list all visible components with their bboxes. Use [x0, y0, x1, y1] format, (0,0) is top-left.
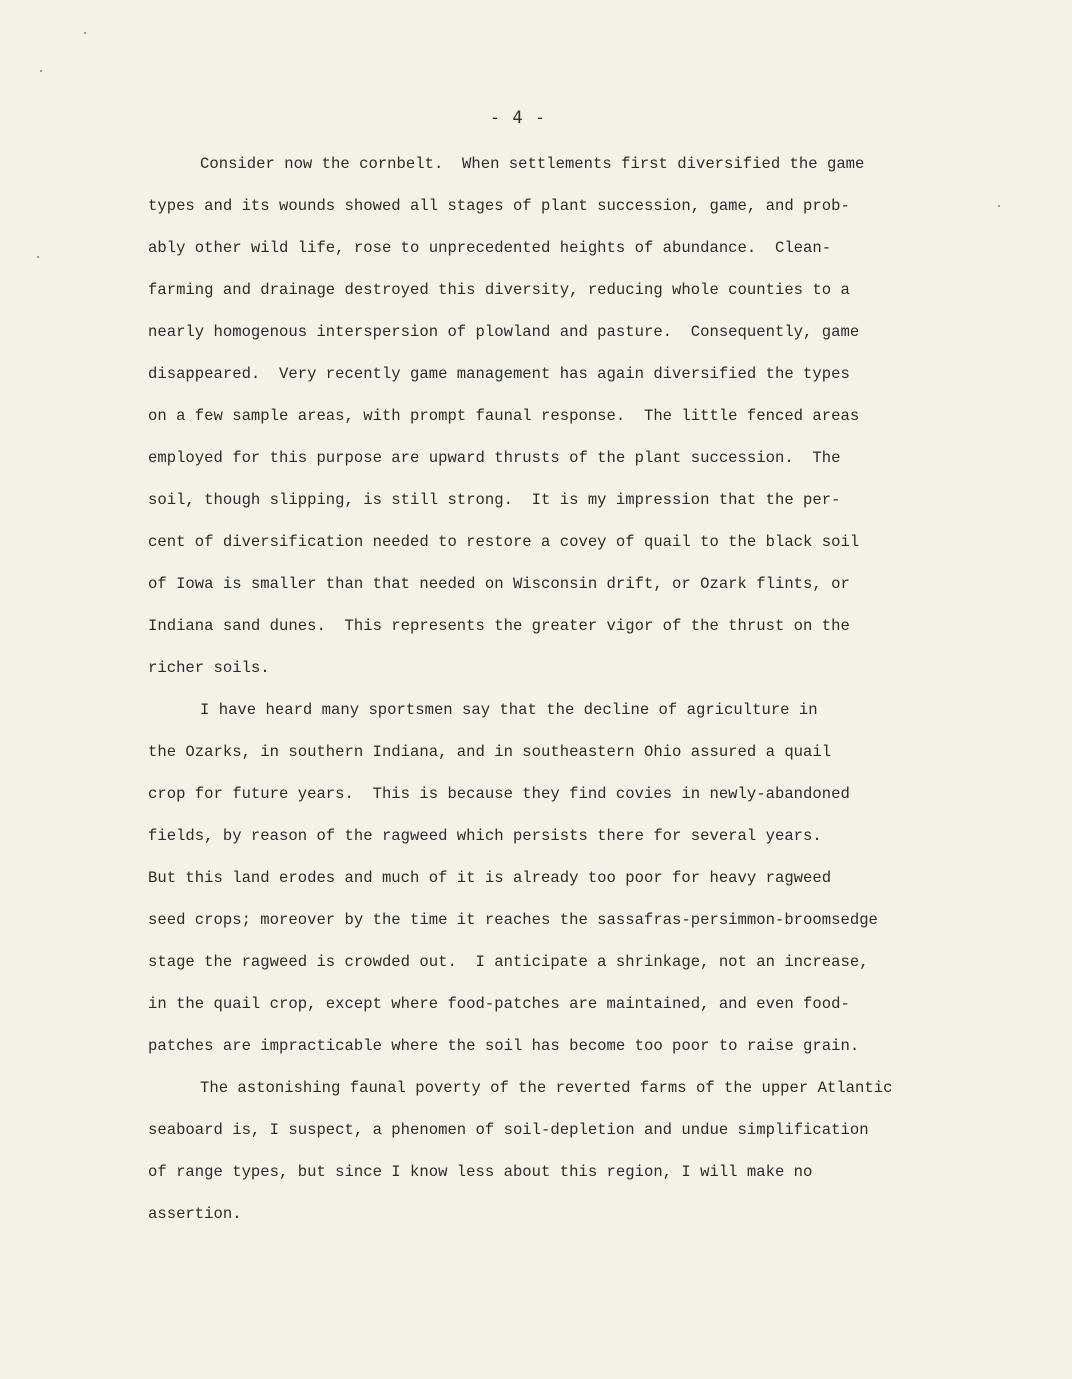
- text-line: nearly homogenous interspersion of plowland and pasture. Consequently, game: [148, 323, 860, 341]
- paper-speck: [84, 32, 86, 34]
- text-line: cent of diversification needed to restore a covey of quail to the black soil: [148, 533, 860, 551]
- text-line: The astonishing faunal poverty of the reverted farms of the upper Atlantic: [200, 1079, 893, 1097]
- text-line: on a few sample areas, with prompt faunal response. The little fenced areas: [148, 407, 860, 425]
- text-line: Consider now the cornbelt. When settlements first diversified the game: [200, 155, 865, 173]
- text-line: employed for this purpose are upward thrusts of the plant succession. The: [148, 449, 841, 467]
- text-line: the Ozarks, in southern Indiana, and in southeastern Ohio assured a quail: [148, 743, 832, 761]
- text-line: farming and drainage destroyed this diversity, reducing whole counties to a: [148, 281, 850, 299]
- text-line: disappeared. Very recently game management has again diversified the types: [148, 365, 850, 383]
- text-line: types and its wounds showed all stages of plant succession, game, and prob-: [148, 197, 850, 215]
- text-line: ably other wild life, rose to unprecedented heights of abundance. Clean-: [148, 239, 832, 257]
- text-line: soil, though slipping, is still strong. It is my impression that the per-: [148, 491, 841, 509]
- text-line: richer soils.: [148, 659, 270, 677]
- text-line: seed crops; moreover by the time it reaches the sassafras-persimmon-broomsedge: [148, 911, 878, 929]
- text-line: in the quail crop, except where food-patches are maintained, and even food-: [148, 995, 850, 1013]
- text-line: of range types, but since I know less about this region, I will make no: [148, 1163, 813, 1181]
- paper-speck: [40, 70, 42, 72]
- text-line: assertion.: [148, 1205, 242, 1223]
- text-line: stage the ragweed is crowded out. I anticipate a shrinkage, not an increase,: [148, 953, 869, 971]
- text-line: I have heard many sportsmen say that the decline of agriculture in: [200, 701, 818, 719]
- paper-speck: [998, 205, 1000, 207]
- text-line: fields, by reason of the ragweed which persists there for several years.: [148, 827, 822, 845]
- text-line: Indiana sand dunes. This represents the greater vigor of the thrust on the: [148, 617, 850, 635]
- text-line: seaboard is, I suspect, a phenomen of soil-depletion and undue simplification: [148, 1121, 869, 1139]
- text-line: crop for future years. This is because they find covies in newly-abandoned: [148, 785, 850, 803]
- text-line: of Iowa is smaller than that needed on Wisconsin drift, or Ozark flints, or: [148, 575, 850, 593]
- text-line: But this land erodes and much of it is already too poor for heavy ragweed: [148, 869, 832, 887]
- page-number: - 4 -: [489, 108, 547, 128]
- text-line: patches are impracticable where the soil has become too poor to raise grain.: [148, 1037, 860, 1055]
- paper-speck: [37, 256, 39, 258]
